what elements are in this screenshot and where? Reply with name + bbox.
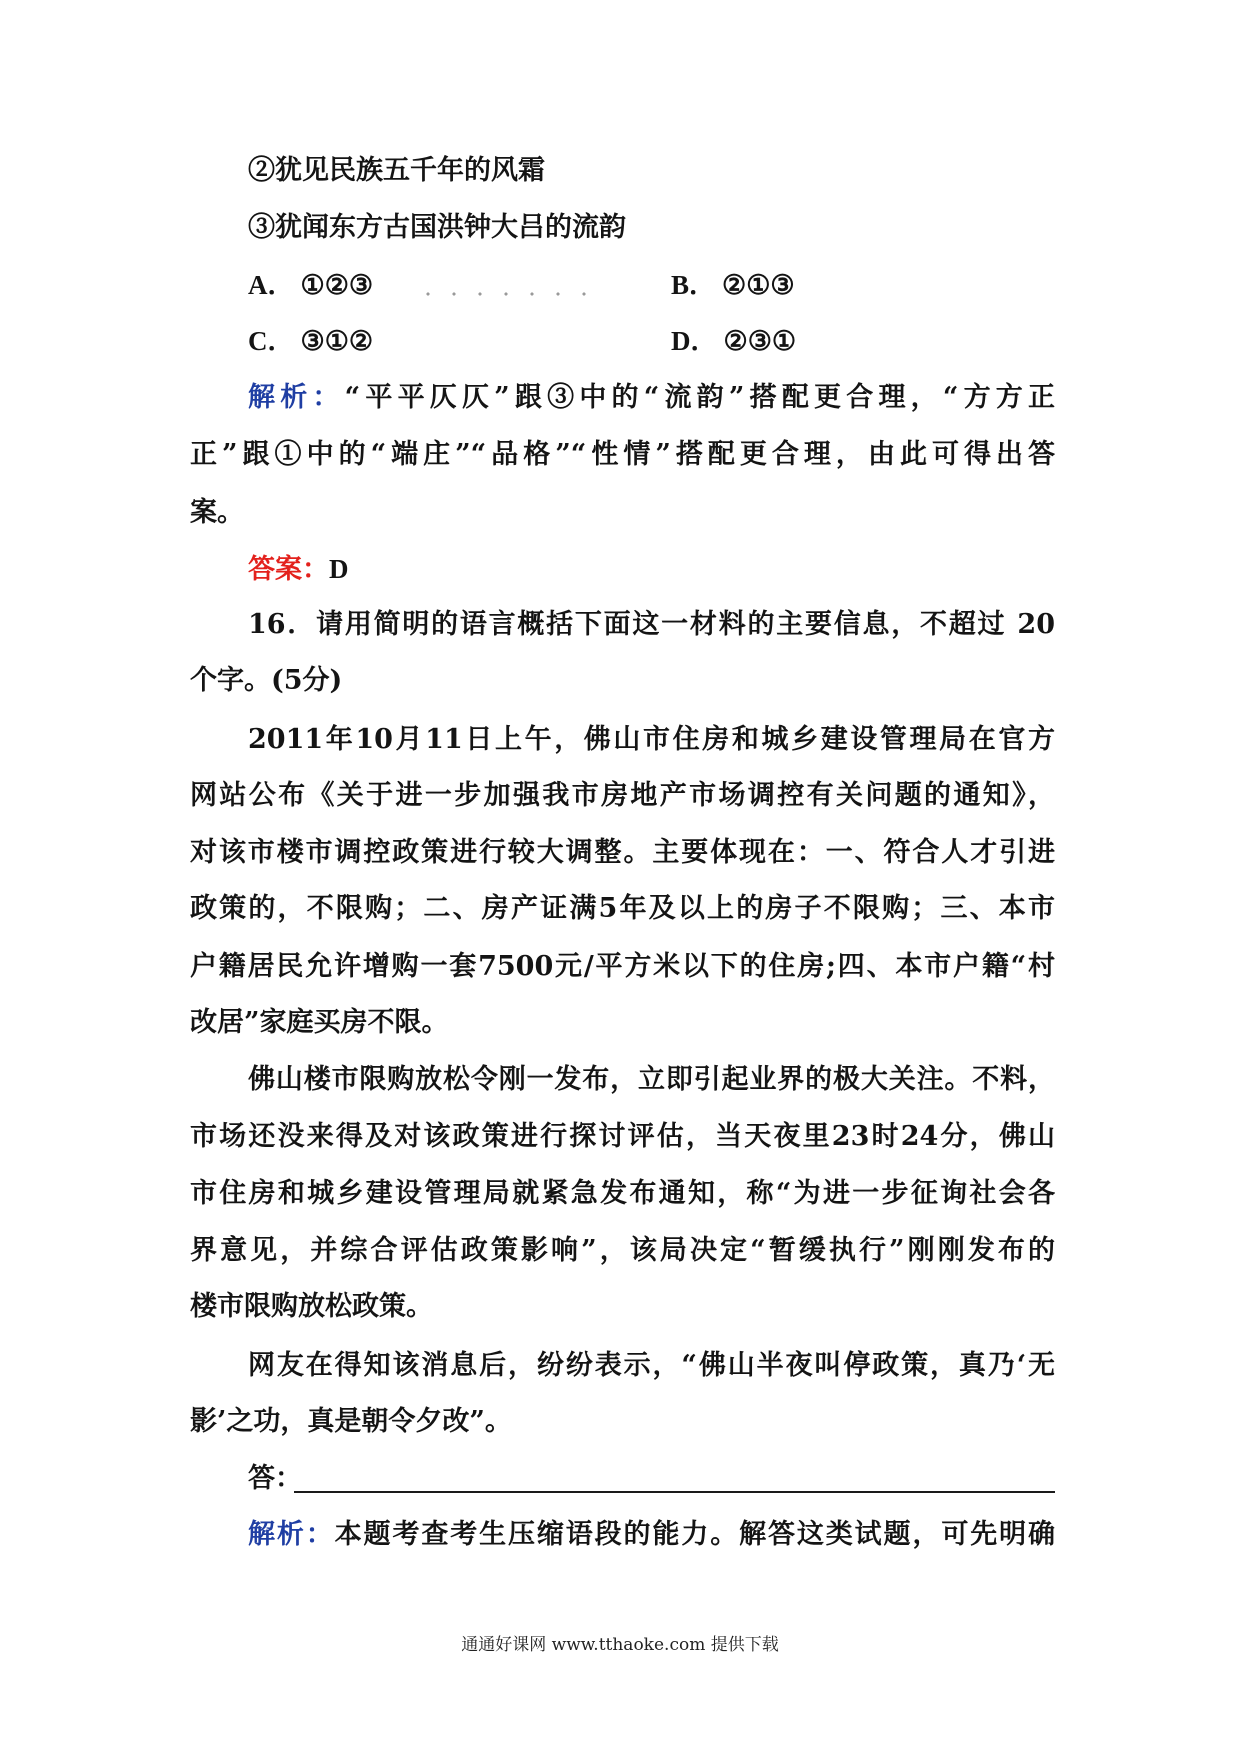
q16-analysis-line xyxy=(248,1515,1055,1555)
material-p2-line: 界意见，并综合评估政策影响”，该局决定“暂缓执行”刚刚发布的 xyxy=(190,1235,1055,1266)
q16-prompt-line-2: 个字。(5分) xyxy=(190,665,343,696)
q16-answer-label: 答： xyxy=(248,1463,302,1494)
q16-analysis-label: 解析： xyxy=(248,1519,335,1550)
q16-prompt-line-1: 16．请用简明的语言概括下面这一材料的主要信息，不超过 20 xyxy=(248,609,1055,640)
material-p1-line: 改居”家庭买房不限。 xyxy=(190,1007,449,1038)
choice-d xyxy=(671,321,1051,361)
material-p1-line: 对该市楼市调控政策进行较大调整。主要体现在：一、符合人才引进 xyxy=(190,837,1055,868)
choice-a-letter: A． xyxy=(248,270,295,300)
choice-b xyxy=(671,265,1051,305)
q15-analysis-label: 解析： xyxy=(248,382,345,413)
material-p3-line: 影’之功，真是朝令夕改”。 xyxy=(190,1406,512,1437)
material-p1-line: 户籍居民允许增购一套7500元/平方米以下的住房;四、本市户籍“村 xyxy=(190,951,1055,982)
q15-analysis-line-1 xyxy=(248,378,1055,418)
material-p2-line: 佛山楼市限购放松令刚一发布，立即引起业界的极大关注。不料， xyxy=(248,1064,1055,1095)
q15-analysis-line-2: 正”跟①中的“端庄”“品格”“性情”搭配更合理，由此可得出答 xyxy=(190,439,1055,470)
q16-analysis-text: 本题考查考生压缩语段的能力。解答这类试题，可先明确 xyxy=(334,1519,1056,1550)
q15-answer-label: 答案： xyxy=(248,554,329,585)
choice-d-text: ②③① xyxy=(723,326,797,357)
choice-b-letter: B． xyxy=(671,270,717,300)
choice-c-text: ③①② xyxy=(300,326,374,357)
material-p3-line: 网友在得知该消息后，纷纷表示，“佛山半夜叫停政策，真乃‘无 xyxy=(248,1350,1055,1381)
q15-analysis-line-3: 案。 xyxy=(190,497,244,528)
q15-analysis-text: “平平仄仄”跟③中的“流韵”搭配更合理，“方方正 xyxy=(344,382,1056,413)
material-p2-line: 市场还没来得及对该政策进行探讨评估，当天夜里23时24分，佛山 xyxy=(190,1121,1055,1152)
q15-item-3: ③犹闻东方古国洪钟大吕的流韵 xyxy=(248,212,626,243)
choice-c-letter: C． xyxy=(248,326,295,356)
material-p2-line: 楼市限购放松政策。 xyxy=(190,1291,433,1322)
choice-d-letter: D． xyxy=(671,326,718,356)
choice-c xyxy=(248,321,628,361)
q15-answer-value: D xyxy=(329,554,349,584)
answer-blank-line xyxy=(294,1491,1055,1493)
material-p1-line: 2011年10月11日上午，佛山市住房和城乡建设管理局在官方 xyxy=(248,724,1055,755)
choice-a xyxy=(248,265,628,305)
material-p2-line: 市住房和城乡建设管理局就紧急发布通知，称“为进一步征询社会各 xyxy=(190,1178,1055,1209)
choice-a-text: ①②③ xyxy=(300,270,374,301)
material-p1-line: 网站公布《关于进一步加强我市房地产市场调控有关问题的通知》， xyxy=(190,780,1055,811)
q15-item-2: ②犹见民族五千年的风霜 xyxy=(248,155,545,186)
choice-b-text: ②①③ xyxy=(722,270,795,301)
q15-answer xyxy=(248,549,1055,589)
material-p1-line: 政策的，不限购；二、房产证满5年及以上的房子不限购；三、本市 xyxy=(190,893,1055,924)
dot-leader xyxy=(415,289,600,299)
page-footer: 通通好课网 www.tthaoke.com 提供下载 xyxy=(461,1635,779,1655)
